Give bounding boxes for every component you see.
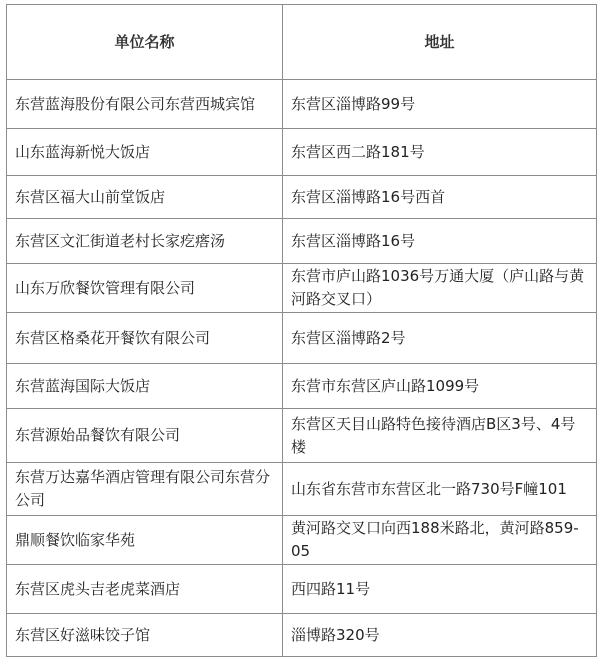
- table-row: [7, 364, 597, 409]
- unit-name-cell: 东营源始品餐饮有限公司: [7, 409, 283, 463]
- header-unit-name: 单位名称: [7, 5, 283, 80]
- header-row: [7, 5, 597, 80]
- address-cell: 东营市东营区庐山路1099号: [283, 364, 597, 409]
- address-cell: 东营区淄博路16号西首: [283, 176, 597, 219]
- unit-name-cell: 东营区虎头吉老虎菜酒店: [7, 565, 283, 614]
- table-row: [7, 264, 597, 313]
- address-cell: 东营市庐山路1036号万通大厦（庐山路与黄河路交叉口）: [283, 264, 597, 313]
- unit-name-cell: 东营蓝海股份有限公司东营西城宾馆: [7, 80, 283, 129]
- table-row: [7, 313, 597, 364]
- table-row: [7, 463, 597, 516]
- address-cell: 东营区淄博路2号: [283, 313, 597, 364]
- table-row: [7, 516, 597, 565]
- address-cell: 东营区西二路181号: [283, 129, 597, 176]
- address-cell: 淄博路320号: [283, 614, 597, 657]
- unit-name-cell: 山东万欣餐饮管理有限公司: [7, 264, 283, 313]
- address-cell: 西四路11号: [283, 565, 597, 614]
- unit-name-cell: 鼎顺餐饮临家华苑: [7, 516, 283, 565]
- table-row: [7, 129, 597, 176]
- unit-name-cell: 东营区格桑花开餐饮有限公司: [7, 313, 283, 364]
- unit-name-cell: 山东蓝海新悦大饭店: [7, 129, 283, 176]
- unit-name-cell: 东营万达嘉华酒店管理有限公司东营分公司: [7, 463, 283, 516]
- units-table: [6, 4, 597, 657]
- header-address: 地址: [283, 5, 597, 80]
- unit-name-cell: 东营区文汇街道老村长家疙瘩汤: [7, 219, 283, 264]
- table-row: [7, 219, 597, 264]
- table-row: [7, 614, 597, 657]
- table-row: [7, 80, 597, 129]
- table-row: [7, 176, 597, 219]
- address-cell: 东营区天目山路特色接待酒店B区3号、4号楼: [283, 409, 597, 463]
- address-cell: 黄河路交叉口向西188米路北，黄河路859-05: [283, 516, 597, 565]
- table-row: [7, 565, 597, 614]
- address-cell: 东营区淄博路16号: [283, 219, 597, 264]
- address-cell: 山东省东营市东营区北一路730号F幢101: [283, 463, 597, 516]
- table-row: [7, 409, 597, 463]
- unit-name-cell: 东营区福大山前堂饭店: [7, 176, 283, 219]
- unit-name-cell: 东营蓝海国际大饭店: [7, 364, 283, 409]
- unit-name-cell: 东营区好滋味饺子馆: [7, 614, 283, 657]
- address-cell: 东营区淄博路99号: [283, 80, 597, 129]
